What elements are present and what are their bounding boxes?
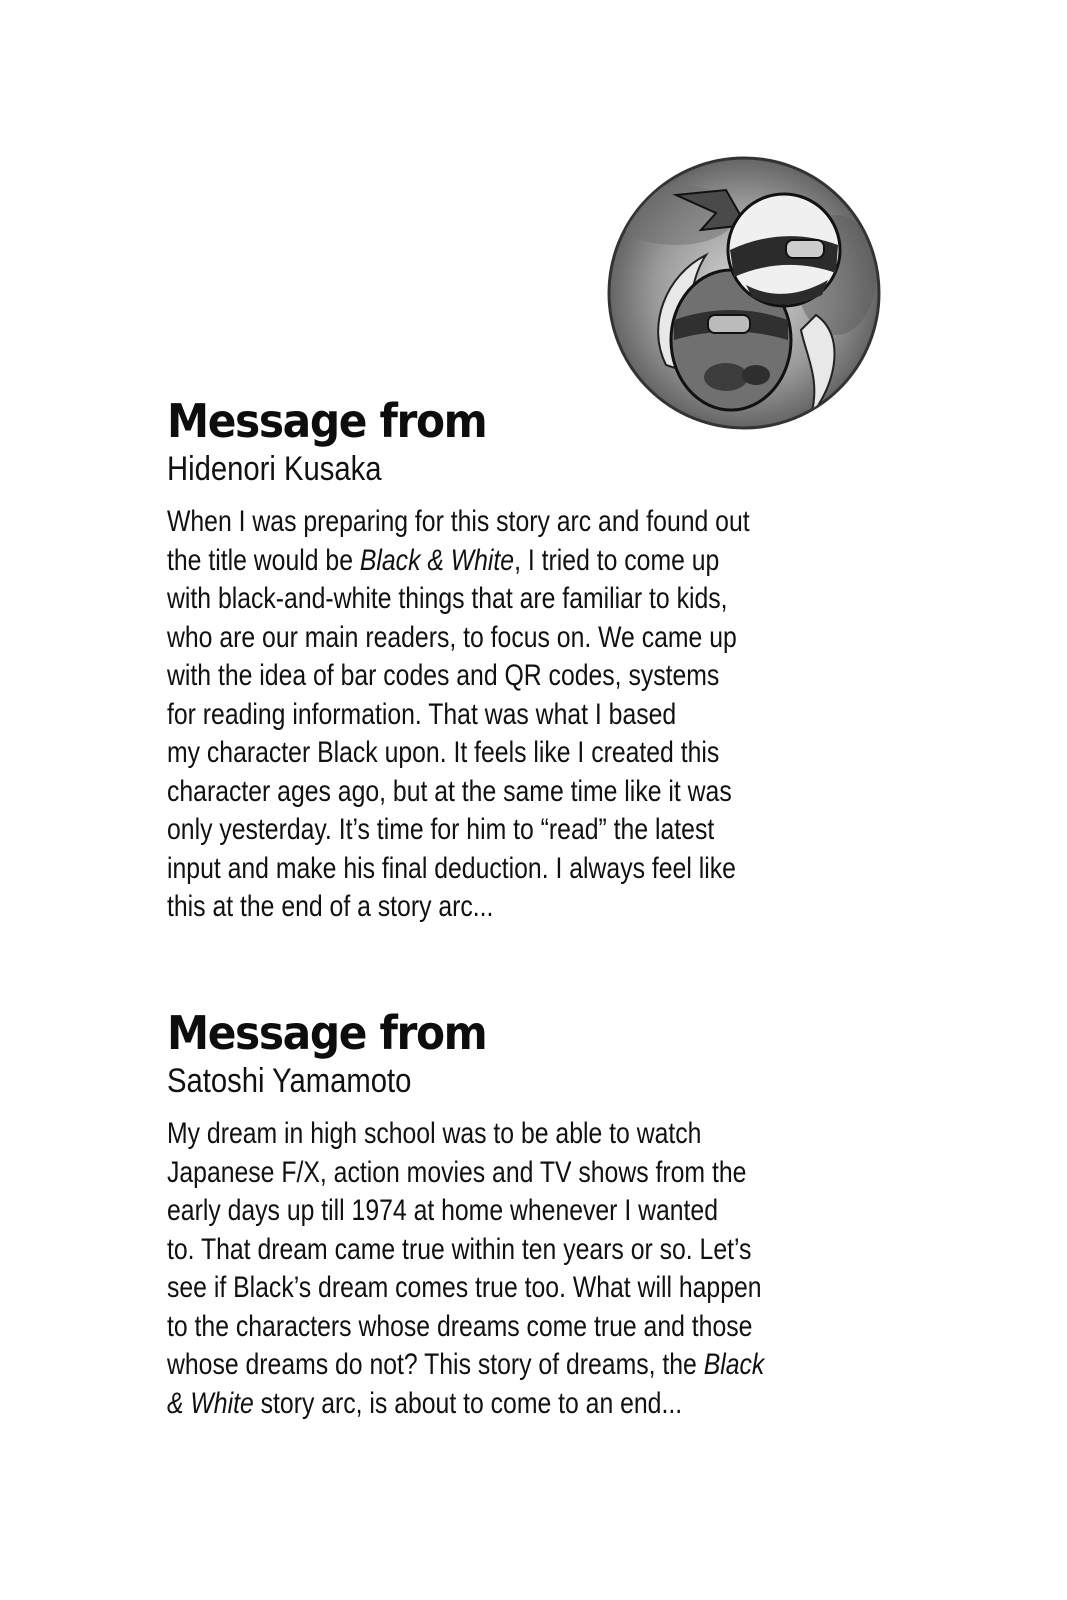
body-line: this at the end of a story arc...: [167, 890, 494, 923]
body-line: When I was preparing for this story arc and found out: [167, 505, 750, 538]
body-line: & White story arc, is about to come to an end...: [167, 1386, 683, 1420]
body-line: character ages ago, but at the same time like it was: [167, 774, 732, 808]
message-kusaka: [167, 393, 847, 927]
body-line: early days up till 1974 at home whenever I wanted: [167, 1194, 719, 1227]
message-yamamoto: [167, 1005, 847, 1423]
body-line: My dream in high school was to be able to watch: [167, 1117, 702, 1150]
body-line: for reading information. That was what I based: [167, 697, 677, 731]
body-line: to the characters whose dreams come true and those: [167, 1309, 753, 1343]
body-line: my character Black upon. It feels like I created this: [167, 736, 720, 769]
body-line: input and make his final deduction. I always feel like: [167, 851, 736, 885]
body-line: Japanese F/X, action movies and TV shows from the: [167, 1155, 747, 1189]
body-line: the title would be Black & White, I tried to come up: [167, 543, 720, 577]
body-line: with black-and-white things that are familiar to kids,: [167, 582, 728, 615]
message-body: [167, 1115, 847, 1423]
body-line: with the idea of bar codes and QR codes, systems: [167, 659, 720, 692]
body-line: who are our main readers, to focus on. We came up: [167, 620, 737, 654]
body-line: whose dreams do not? This story of dreams, the Black: [167, 1348, 765, 1381]
message-body: [167, 503, 847, 927]
author-name: Hidenori Kusaka: [167, 450, 382, 488]
body-line: to. That dream came true within ten years or so. Let’s: [167, 1232, 752, 1266]
message-heading: Message from: [167, 394, 487, 448]
author-name: Satoshi Yamamoto: [167, 1062, 412, 1100]
message-heading: Message from: [167, 1006, 487, 1060]
body-line: only yesterday. It’s time for him to “read” the latest: [167, 813, 715, 846]
body-line: see if Black’s dream comes true too. What will happen: [167, 1271, 762, 1304]
character-illustration-icon: [606, 155, 882, 431]
